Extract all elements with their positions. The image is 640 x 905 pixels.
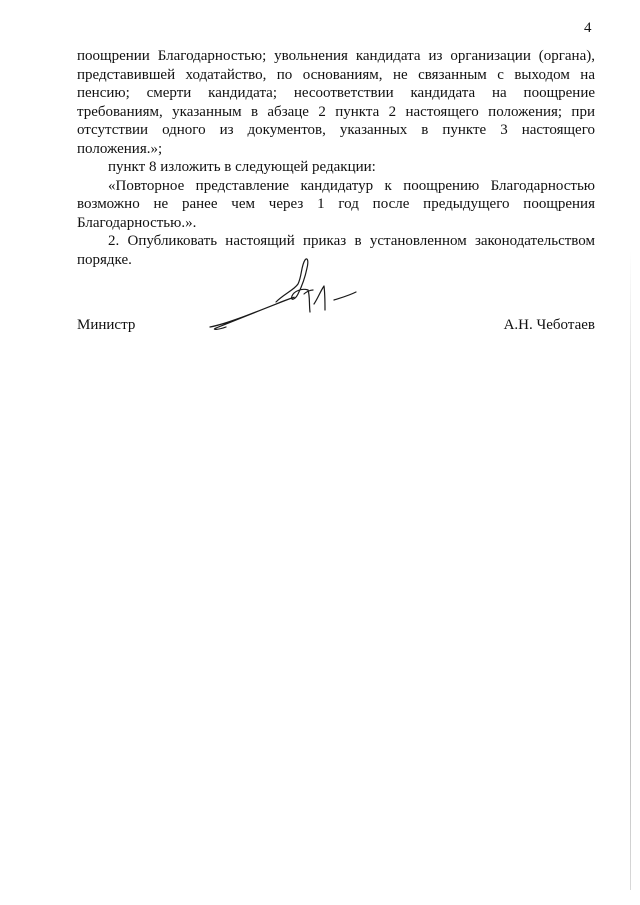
- paragraph-point-8-intro: пункт 8 изложить в следующей редакции:: [108, 159, 376, 175]
- signature-block: [77, 316, 595, 336]
- signer-title: Министр: [77, 317, 136, 333]
- paragraph-continuation: поощрении Благодарностью; увольнения кандидата из организации (органа), представившей ходатайство, по основаниям, не связанным с выходом на пенсию; смерти кандидата; несоответствии кандидата на поощрение требованиям, указанным в абзаце 2 пункта 2 настоящего положения; при отсутствии одного из документов, указанных в пункте 3 настоящего положения.»;: [77, 48, 595, 157]
- page-number: 4: [584, 20, 592, 36]
- paragraph-publish-order: 2. Опубликовать настоящий приказ в установленном законодательством порядке.: [77, 233, 595, 268]
- paragraph-point-8-text: «Повторное представление кандидатур к поощрению Благодарностью возможно не ранее чем через 1 год после предыдущего поощрения Благодарностью.».: [77, 177, 595, 231]
- signer-name: А.Н. Чеботаев: [503, 317, 595, 333]
- scan-edge-line: [630, 250, 631, 890]
- document-body: [77, 47, 595, 269]
